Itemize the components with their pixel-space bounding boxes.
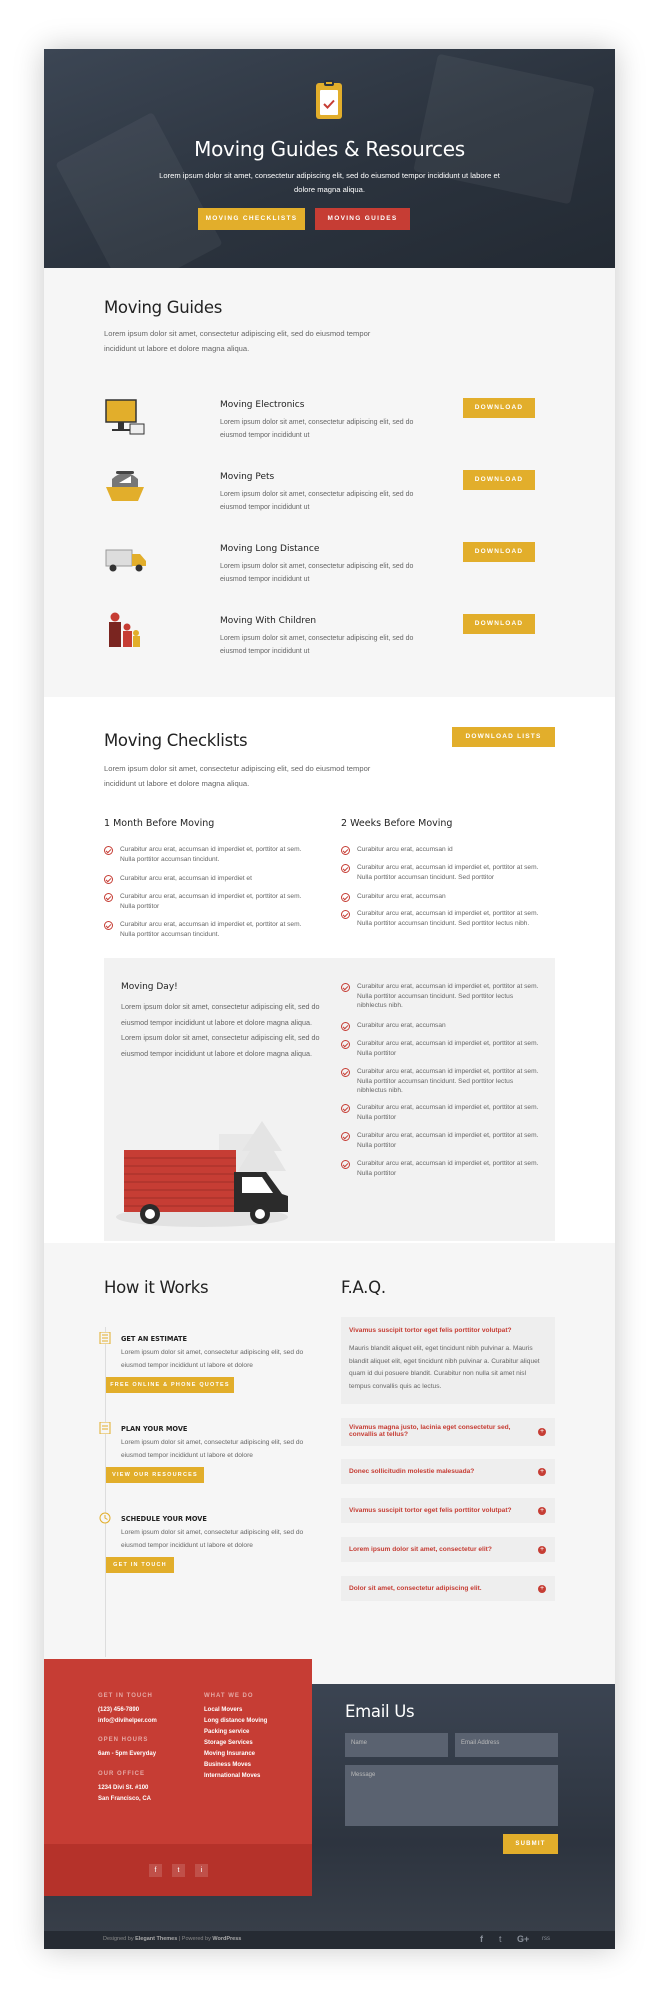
- download-button[interactable]: DOWNLOAD: [463, 614, 535, 634]
- step-desc: Lorem ipsum dolor sit amet, consectetur adipiscing elit, sed do eiusmod tempor incididunt ut labore et dolore: [121, 1349, 304, 1369]
- faq-question: Lorem ipsum dolor sit amet, consectetur elit?: [349, 1546, 492, 1553]
- service-link[interactable]: Storage Services: [204, 1740, 253, 1746]
- guides-lead: Lorem ipsum dolor sit amet, consectetur adipiscing elit, sed do eiusmod tempor incididunt ut labore et dolore magna aliqua.: [104, 329, 371, 353]
- checklist-item: [104, 845, 309, 864]
- checklist-item-text: Curabitur arcu erat, accumsan id imperdiet et, porttitor at sem. Nulla porttitor: [357, 1160, 539, 1177]
- checklist-item-text: Curabitur arcu erat, accumsan id imperdiet et, porttitor at sem. Nulla porttitor: [120, 893, 302, 910]
- moving-guides-button[interactable]: MOVING GUIDES: [315, 208, 410, 230]
- calculator-icon: [99, 1332, 111, 1344]
- truck-icon: [104, 542, 146, 582]
- guide-title: Moving Long Distance: [220, 544, 320, 554]
- checklist-item: [104, 920, 309, 939]
- view-resources-button[interactable]: VIEW OUR RESOURCES: [106, 1467, 204, 1483]
- check-circle-icon: [341, 1104, 350, 1113]
- check-circle-icon: [104, 893, 113, 902]
- check-circle-icon: [341, 1160, 350, 1169]
- download-button[interactable]: DOWNLOAD: [463, 470, 535, 490]
- guide-desc: Lorem ipsum dolor sit amet, consectetur adipiscing elit, sed do eiusmod tempor incididunt ut: [220, 563, 414, 583]
- plus-icon: [538, 1585, 546, 1593]
- pet-carrier-icon: [104, 467, 146, 507]
- hours-text: 6am - 5pm Everyday: [98, 1751, 157, 1757]
- service-link[interactable]: Packing service: [204, 1729, 250, 1735]
- instagram-icon[interactable]: i: [195, 1864, 208, 1877]
- faq-item-open[interactable]: [341, 1317, 555, 1404]
- check-circle-icon: [104, 921, 113, 930]
- credits: [103, 1936, 241, 1942]
- contact-phone[interactable]: (123) 456-7890: [98, 1707, 140, 1713]
- clipboard-icon: [316, 83, 342, 119]
- faq-answer: Mauris blandit aliquet elit, eget tincidunt nibh pulvinar a. Mauris blandit aliquet elit, eget tincidunt nibh pulvinar a. Curabitur aliquet quam id dui posuere blandit. Curabitur non nulla sit amet nisl tempus convallis quis ac lectus.: [349, 1345, 540, 1390]
- check-circle-icon: [341, 910, 350, 919]
- faq-question: Vivamus magna justo, lacinia eget consectetur sed, convallis at tellus?: [349, 1424, 511, 1438]
- faq-item[interactable]: [341, 1537, 555, 1562]
- step-title: SCHEDULE YOUR MOVE: [121, 1515, 207, 1523]
- guide-title: Moving Electronics: [220, 400, 305, 410]
- check-circle-icon: [104, 875, 113, 884]
- checklist-item: [104, 874, 309, 884]
- checklist-item-text: Curabitur arcu erat, accumsan id imperdiet et, porttitor at sem. Nulla porttitor accumsan tincidunt. Sed porttitor lectus nibhlectus nibh.: [357, 983, 539, 1009]
- clock-icon: [99, 1512, 111, 1524]
- how-title: How it Works: [104, 1278, 209, 1297]
- faq-item[interactable]: [341, 1459, 555, 1484]
- page: [44, 49, 615, 1949]
- checklist-item-text: Curabitur arcu erat, accumsan id imperdiet et, porttitor at sem. Nulla porttitor accumsan tincidunt.: [120, 846, 302, 863]
- checklist-item: [341, 1159, 541, 1178]
- guide-title: Moving Pets: [220, 472, 275, 482]
- checklist-item-text: Curabitur arcu erat, accumsan id imperdiet et, porttitor at sem. Nulla porttitor: [357, 1040, 539, 1057]
- faq-item[interactable]: [341, 1498, 555, 1523]
- faq-item[interactable]: [341, 1418, 555, 1446]
- twitter-icon[interactable]: t: [172, 1864, 185, 1877]
- checklists-lead: Lorem ipsum dolor sit amet, consectetur adipiscing elit, sed do eiusmod tempor incididunt ut labore et dolore magna aliqua.: [104, 764, 371, 788]
- checklist-item-text: Curabitur arcu erat, accumsan id imperdiet et, porttitor at sem. Nulla porttitor accumsan tincidunt.: [120, 921, 302, 938]
- checklist-item-text: Curabitur arcu erat, accumsan: [357, 893, 446, 900]
- credit-wordpress-link[interactable]: WordPress: [212, 1936, 242, 1942]
- faq-title: F.A.Q.: [341, 1278, 386, 1297]
- email-us-title: Email Us: [345, 1702, 415, 1721]
- contact-heading: GET IN TOUCH: [98, 1693, 153, 1699]
- moving-day-text: Lorem ipsum dolor sit amet, consectetur adipiscing elit, sed do eiusmod tempor incididunt ut labore et dolore magna aliqua. Lorem ipsum dolor sit amet, consectetur adipiscing elit, sed do eiusmod tempor incididunt ut labore et dolore magna aliqua.: [121, 1002, 320, 1058]
- faq-question: Vivamus suscipit tortor eget felis porttitor volutpat?: [349, 1507, 512, 1514]
- step-desc: Lorem ipsum dolor sit amet, consectetur adipiscing elit, sed do eiusmod tempor incididunt ut labore et dolore: [121, 1529, 304, 1549]
- service-link[interactable]: Long distance Moving: [204, 1718, 268, 1724]
- download-button[interactable]: DOWNLOAD: [463, 542, 535, 562]
- guide-desc: Lorem ipsum dolor sit amet, consectetur adipiscing elit, sed do eiusmod tempor incididunt ut: [220, 419, 414, 439]
- checklist-item: [341, 1103, 541, 1122]
- check-circle-icon: [341, 1132, 350, 1141]
- check-circle-icon: [104, 846, 113, 855]
- submit-button[interactable]: SUBMIT: [503, 1834, 558, 1854]
- check-circle-icon: [341, 864, 350, 873]
- plus-icon: [538, 1468, 546, 1476]
- email-input[interactable]: Email Address: [455, 1733, 558, 1757]
- address-line2: San Francisco, CA: [98, 1796, 152, 1802]
- service-link[interactable]: Local Movers: [204, 1707, 243, 1713]
- checklists-title: Moving Checklists: [104, 731, 248, 750]
- checklist-item: [341, 1021, 541, 1031]
- checklist-item: [341, 845, 555, 855]
- checklist-item: [104, 892, 309, 911]
- faq-question: Vivamus suscipit tortor eget felis porttitor volutpat?: [349, 1327, 512, 1334]
- get-in-touch-button[interactable]: GET IN TOUCH: [106, 1557, 174, 1573]
- faq-question: Dolor sit amet, consectetur adipiscing elit.: [349, 1585, 482, 1592]
- check-circle-icon: [341, 1040, 350, 1049]
- credit-brand-link[interactable]: Elegant Themes: [135, 1936, 178, 1942]
- guides-title: Moving Guides: [104, 298, 223, 317]
- plus-icon: [538, 1507, 546, 1515]
- checklist-item: [341, 863, 555, 882]
- checklist-item: [341, 1067, 541, 1096]
- rss-icon[interactable]: rss: [542, 1936, 550, 1942]
- hours-heading: OPEN HOURS: [98, 1737, 149, 1743]
- checklist-item: [341, 982, 541, 1011]
- moving-truck-illustration: [114, 1116, 304, 1234]
- twitter-icon[interactable]: t: [499, 1934, 502, 1944]
- checklist-col2-title: 2 Weeks Before Moving: [341, 818, 453, 829]
- guide-desc: Lorem ipsum dolor sit amet, consectetur adipiscing elit, sed do eiusmod tempor incididunt ut: [220, 491, 414, 511]
- children-icon: [104, 611, 146, 651]
- download-lists-button[interactable]: DOWNLOAD LISTS: [452, 727, 555, 747]
- hero-title: Moving Guides & Resources: [194, 137, 465, 161]
- services-heading: WHAT WE DO: [204, 1693, 254, 1699]
- hero-text: Lorem ipsum dolor sit amet, consectetur adipiscing elit, sed do eiusmod tempor incididunt ut labore et dolore magna aliqua.: [159, 171, 500, 194]
- message-textarea[interactable]: Message: [345, 1765, 558, 1826]
- step-title: GET AN ESTIMATE: [121, 1335, 187, 1343]
- checklist-item-text: Curabitur arcu erat, accumsan id imperdiet et, porttitor at sem. Nulla porttitor accumsan tincidunt. Sed porttitor: [357, 864, 539, 881]
- contact-email[interactable]: info@divihelper.com: [98, 1718, 157, 1724]
- check-circle-icon: [341, 1022, 350, 1031]
- plus-icon: [538, 1428, 546, 1436]
- faq-item[interactable]: [341, 1576, 555, 1601]
- check-circle-icon: [341, 893, 350, 902]
- monitor-icon: [104, 398, 146, 438]
- check-circle-icon: [341, 983, 350, 992]
- checklist-item-text: Curabitur arcu erat, accumsan id: [357, 846, 453, 853]
- credit-mid: | Powered by: [178, 1936, 211, 1942]
- checklist-item-text: Curabitur arcu erat, accumsan id imperdiet et, porttitor at sem. Nulla porttitor accumsan tincidunt. Sed porttitor lectus nibhlectus nibh.: [357, 1068, 539, 1094]
- plus-icon: [538, 1546, 546, 1554]
- guide-desc: Lorem ipsum dolor sit amet, consectetur adipiscing elit, sed do eiusmod tempor incididunt ut: [220, 635, 414, 655]
- service-link[interactable]: Business Moves: [204, 1762, 252, 1768]
- credit-prefix: Designed by: [103, 1936, 134, 1942]
- name-input[interactable]: Name: [345, 1733, 448, 1757]
- moving-checklists-button[interactable]: MOVING CHECKLISTS: [198, 208, 305, 230]
- office-heading: OUR OFFICE: [98, 1771, 145, 1777]
- hero-section: [44, 49, 615, 268]
- checklist-item-text: Curabitur arcu erat, accumsan id imperdiet et: [120, 875, 252, 882]
- free-quotes-button[interactable]: FREE ONLINE & PHONE QUOTES: [106, 1377, 234, 1393]
- check-circle-icon: [341, 1068, 350, 1077]
- facebook-icon[interactable]: f: [149, 1864, 162, 1877]
- service-link[interactable]: International Moves: [204, 1773, 261, 1779]
- guide-title: Moving With Children: [220, 616, 317, 626]
- check-circle-icon: [341, 846, 350, 855]
- checklist-item-text: Curabitur arcu erat, accumsan id imperdiet et, porttitor at sem. Nulla porttitor: [357, 1132, 539, 1149]
- google-plus-icon[interactable]: G+: [517, 1934, 530, 1944]
- address-line1: 1234 Divi St. #100: [98, 1785, 149, 1791]
- document-icon: [99, 1422, 111, 1434]
- step-title: PLAN YOUR MOVE: [121, 1425, 188, 1433]
- checklist-item: [341, 1039, 541, 1058]
- checklist-item-text: Curabitur arcu erat, accumsan id imperdiet et, porttitor at sem. Nulla porttitor accumsan tincidunt. Sed porttitor lectus nibh.: [357, 910, 539, 927]
- checklist-item: [341, 892, 555, 902]
- checklist-col1-title: 1 Month Before Moving: [104, 818, 215, 829]
- faq-question: Donec sollicitudin molestie malesuada?: [349, 1468, 475, 1475]
- service-link[interactable]: Moving Insurance: [204, 1751, 256, 1757]
- checklist-item: [341, 909, 555, 928]
- bottom-bar: [44, 1931, 615, 1949]
- download-button[interactable]: DOWNLOAD: [463, 398, 535, 418]
- moving-day-title: Moving Day!: [121, 982, 178, 992]
- facebook-icon[interactable]: f: [480, 1934, 483, 1944]
- checklist-item-text: Curabitur arcu erat, accumsan: [357, 1022, 446, 1029]
- step-desc: Lorem ipsum dolor sit amet, consectetur adipiscing elit, sed do eiusmod tempor incididunt ut labore et dolore: [121, 1439, 304, 1459]
- checklist-item-text: Curabitur arcu erat, accumsan id imperdiet et, porttitor at sem. Nulla porttitor: [357, 1104, 539, 1121]
- checklist-item: [341, 1131, 541, 1150]
